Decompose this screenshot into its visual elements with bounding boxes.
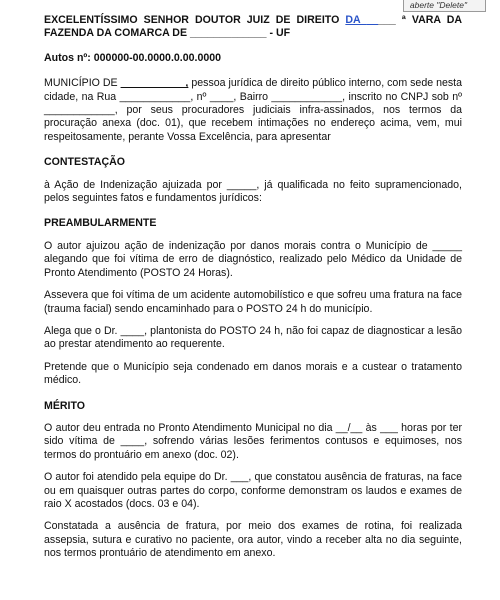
heading-vara-blank: DA	[345, 14, 367, 26]
hint-badge: aberte "Delete"	[403, 0, 486, 12]
intro-municipio-blank: ___________,	[120, 77, 189, 90]
document-heading	[44, 14, 462, 41]
paragraph-merito-3: Constatada a ausência de fratura, por meio dos exames de rotina, foi realizada assepsia, sutura e curativo no paciente, ora autor, vindo a receber alta no dia seguinte, nos termos prontuário de atendimento em anexo.	[44, 520, 462, 560]
intro-municipio: MUNICÍPIO DE	[44, 77, 121, 90]
intro-paragraph	[44, 77, 462, 144]
section-preambularmente: PREAMBULARMENTE	[44, 217, 157, 230]
intro-body: pessoa jurídica de direito público interno, com sede nesta cidade, na Rua ____________, nº ____, Bairro ____________, inscrito no CNPJ sob nº ____________, por seus procuradores judiciais infra-assinados, nos termos da procuração anexa (doc. 01), que recebem intimações no endereço acima, vem, mui respeitosamente, perante Vossa Excelência, para apresentar	[44, 77, 463, 143]
paragraph-preambular-1: O autor ajuizou ação de indenização por danos morais contra o Município de _____ alegando que foi vítima de erro de diagnóstico, realizado pelo Médico da Unidade de Pronto Atendimento (POSTO 24 Horas).	[44, 239, 462, 279]
heading-part-4: ___ ª VARA DA FAZENDA DA COMARCA DE _____________ - UF	[44, 14, 462, 40]
paragraph-preambular-3: Alega que o Dr. ____, plantonista do POSTO 24 h, não foi capaz de diagnosticar a lesão ao prestar atendimento ao requerente.	[44, 324, 462, 351]
heading-part-1: EXCELENTÍSSIMO SENHOR DOUTOR JUIZ DE DIREITO	[44, 14, 346, 26]
paragraph-contestacao-1: à Ação de Indenização ajuizada por _____, já qualificada no feito supramencionado, pelos seguintes fatos e fundamentos jurídicos:	[44, 178, 462, 205]
paragraph-merito-2: O autor foi atendido pela equipe do Dr. ___, que constatou ausência de fraturas, na face ou em quaisquer outras partes do corpo, conforme demonstram os laudos e exames de raio X acostados (docs. 03 e 04).	[44, 471, 462, 510]
heading-vara-number: __	[366, 14, 379, 26]
section-contestacao: CONTESTAÇÃO	[44, 156, 126, 169]
paragraph-preambular-4: Pretende que o Município seja condenado em danos morais e a custear o tratamento médico.	[44, 360, 462, 387]
case-number: Autos nº: 000000-00.0000.0.00.0000	[44, 51, 222, 64]
paragraph-merito-1: O autor deu entrada no Pronto Atendimento Municipal no dia __/__ às ___ horas por ter sido vítima de ____, sofrendo várias lesões ferimentos contusos e equimoses, nos termos do prontuário em anexo (doc. 02).	[44, 421, 462, 461]
paragraph-preambular-2: Assevera que foi vítima de um acidente automobilístico e que sofreu uma fratura na face (trauma facial) sendo encaminhado para o POSTO 24 h do município.	[44, 289, 462, 315]
section-merito: MÉRITO	[44, 399, 86, 412]
